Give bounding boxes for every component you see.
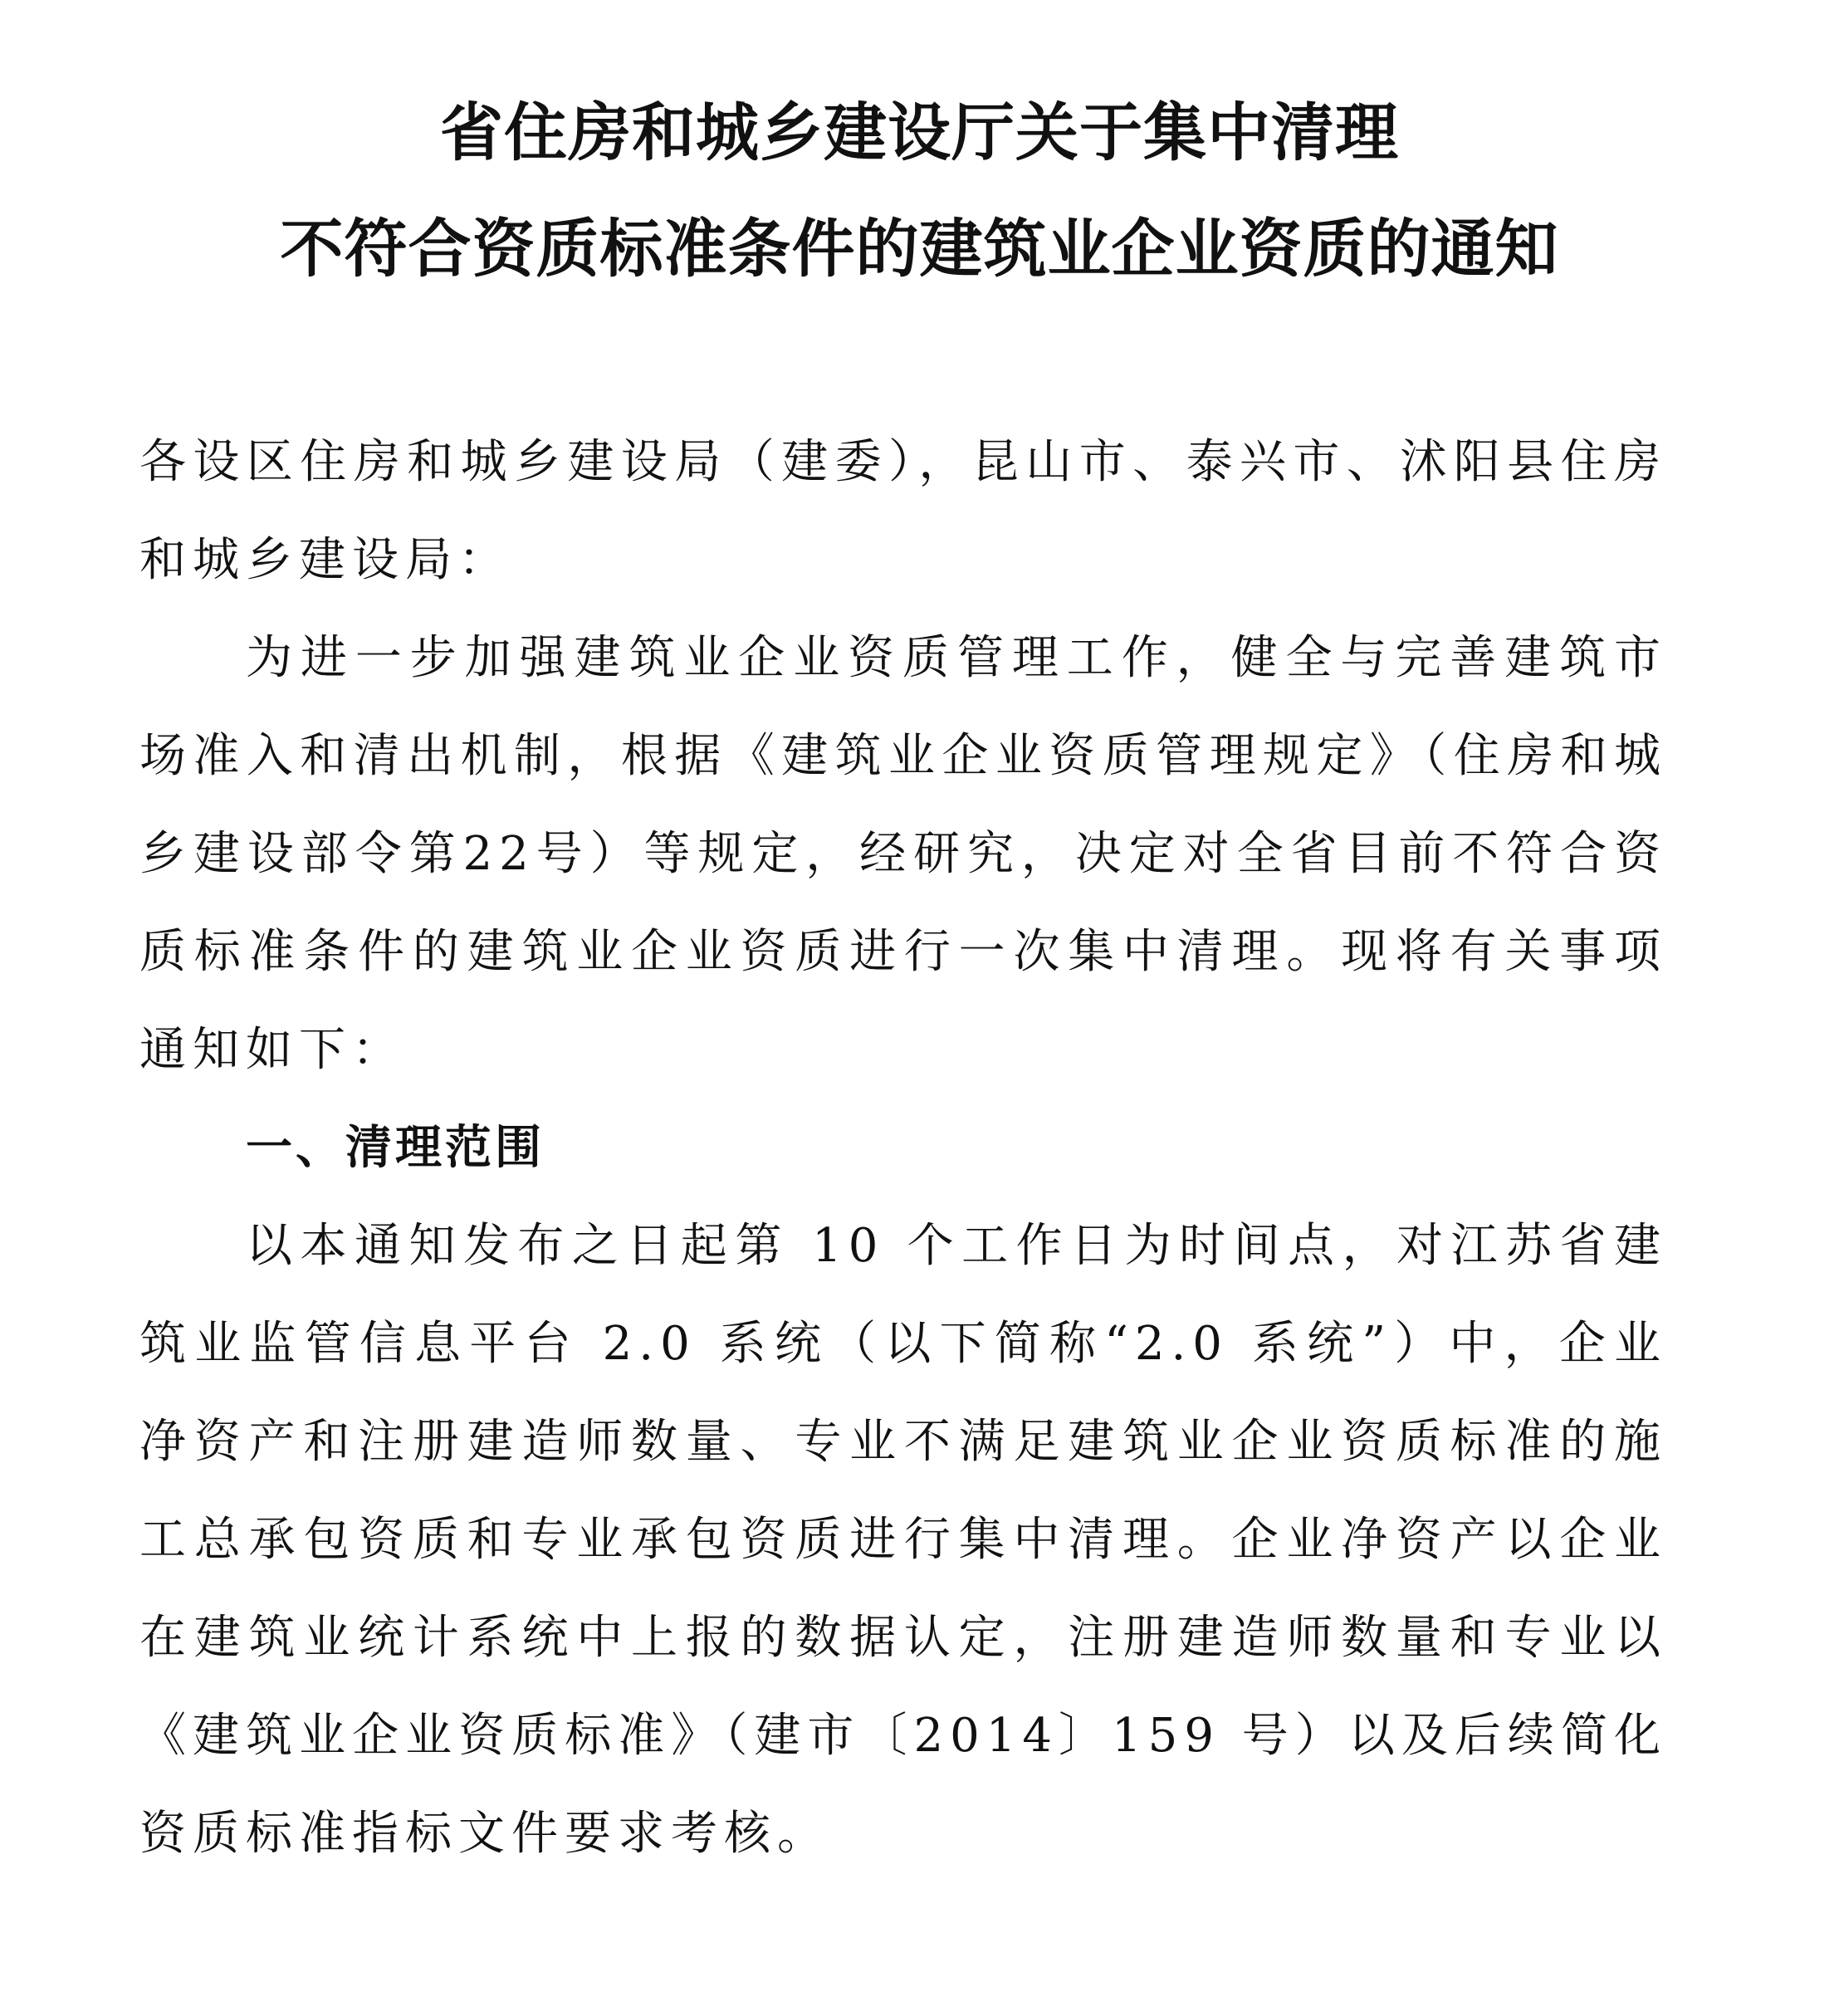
section-1-paragraph: 以本通知发布之日起第 10 个工作日为时间点，对江苏省建筑业监管信息平台 2.0 系统（以下简称“2.0 系统”）中，企业净资产和注册建造师数量、专业不满足建筑业企业资质标准的施工总承包资质和专业承包资质进行集中清理。企业净资产以企业在建筑业统计系统中上报的数据认定，注册建造师数量和专业以《建筑业企业资质标准》（建市〔2014〕159 号）以及后续简化资质标准指标文件要求考核。 [139, 1219, 1667, 1861]
intro-paragraph: 为进一步加强建筑业企业资质管理工作，健全与完善建筑市场准入和清出机制，根据《建筑业企业资质管理规定》（住房和城乡建设部令第22号）等规定，经研究，决定对全省目前不符合资质标准条件的建筑业企业资质进行一次集中清理。现将有关事项通知如下： [139, 631, 1667, 1077]
document-title-line-2: 不符合资质标准条件的建筑业企业资质的通知 [280, 212, 1559, 286]
section-1-heading: 一、清理范围 [246, 1121, 545, 1175]
document-body [139, 413, 1667, 1883]
salutation: 各设区住房和城乡建设局（建委），昆山市、泰兴市、沭阳县住房和城乡建设局： [139, 435, 1667, 587]
document-title-line-1: 省住房和城乡建设厅关于集中清理 [440, 95, 1399, 169]
